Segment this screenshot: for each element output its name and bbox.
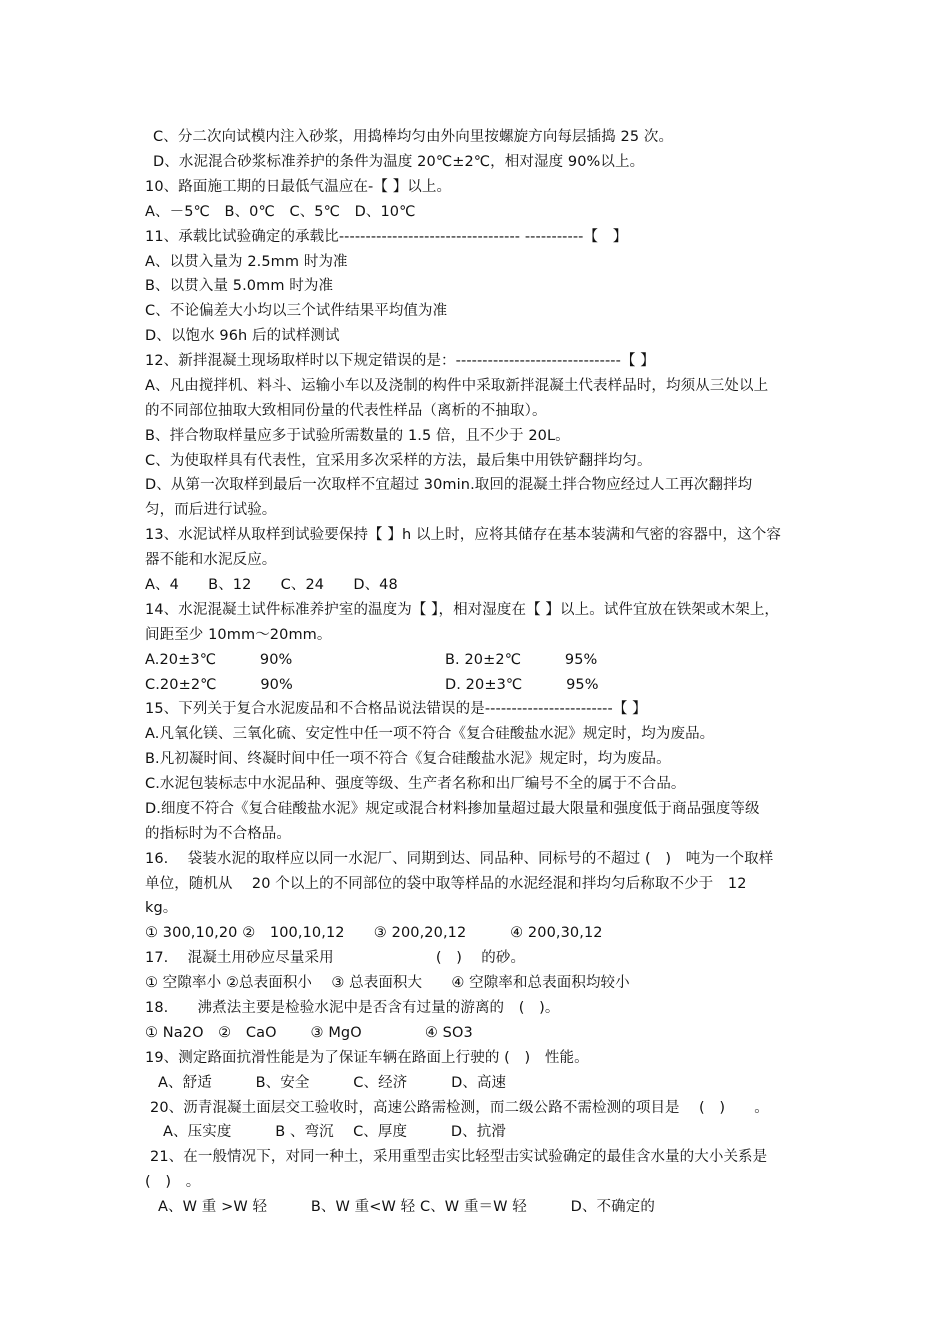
question-21: 21、在一般情况下，对同一种土，采用重型击实比轻型击实试验确定的最佳含水量的大小关系是 — [150, 1149, 768, 1165]
question-16-unit: kg。 — [145, 900, 178, 916]
question-16: 16. 袋装水泥的取样应以同一水泥厂、同期到达、同品种、同标号的不超过 ( ) 吨为一个取样 — [145, 851, 774, 867]
option-11c: C、不论偏差大小均以三个试件结果平均值为准 — [145, 303, 448, 319]
options-19: A、舒适 B、安全 C、经济 D、高速 — [158, 1075, 507, 1091]
question-10: 10、路面施工期的日最低气温应在-【 】以上。 — [145, 179, 452, 195]
options-17: ① 空隙率小 ②总表面积小 ③ 总表面积大 ④ 空隙率和总表面积均较小 — [145, 975, 630, 991]
option-14a: A.20±3℃ 90% — [145, 652, 293, 668]
options-18: ① Na2O ② CaO ③ MgO ④ SO3 — [145, 1025, 473, 1041]
question-21-cont: ( ) 。 — [145, 1174, 201, 1190]
question-13: 13、水泥试样从取样到试验要保持【 】h 以上时，应将其储存在基本装满和气密的容器中，这个容 — [145, 527, 781, 543]
option-12b: B、拌合物取样量应多于试验所需数量的 1.5 倍，且不少于 20L。 — [145, 428, 570, 444]
text-line: C、分二次向试模内注入砂浆，用捣棒均匀由外向里按螺旋方向每层插捣 25 次。 — [153, 129, 674, 145]
options-14-row1 — [145, 650, 598, 670]
option-12c: C、为使取样具有代表性，宜采用多次采样的方法，最后集中用铁铲翻拌均匀。 — [145, 453, 652, 469]
question-19: 19、测定路面抗滑性能是为了保证车辆在路面上行驶的 ( ) 性能。 — [145, 1050, 589, 1066]
question-15: 15、下列关于复合水泥废品和不合格品说法错误的是------------------------【 】 — [145, 701, 647, 717]
option-11a: A、以贯入量为 2.5mm 时为准 — [145, 254, 348, 270]
question-14-cont: 间距至少 10mm～20mm。 — [145, 627, 332, 643]
option-15a: A.凡氧化镁、三氧化硫、安定性中任一项不符合《复合硅酸盐水泥》规定时，均为废品。 — [145, 726, 715, 742]
option-11b: B、以贯入量 5.0mm 时为准 — [145, 278, 334, 294]
question-11: 11、承载比试验确定的承载比---------------------------------- -----------【 】 — [145, 229, 628, 245]
option-14d: D. 20±3℃ 95% — [445, 677, 599, 693]
option-15d-cont: 的指标时为不合格品。 — [145, 826, 291, 842]
option-15b: B.凡初凝时间、终凝时间中任一项不符合《复合硅酸盐水泥》规定时，均为废品。 — [145, 751, 671, 767]
options-13: A、4 B、12 C、24 D、48 — [145, 577, 398, 593]
option-12d: D、从第一次取样到最后一次取样不宜超过 30min.取回的混凝土拌合物应经过人工再次翻拌均 — [145, 477, 753, 493]
question-20: 20、沥青混凝土面层交工验收时，高速公路需检测，而二级公路不需检测的项目是 ( ) 。 — [150, 1100, 769, 1116]
options-10: A、－5℃ B、0℃ C、5℃ D、10℃ — [145, 204, 416, 220]
question-18: 18. 沸煮法主要是检验水泥中是否含有过量的游离的 ( )。 — [145, 1000, 560, 1016]
option-14b: B. 20±2℃ 95% — [445, 652, 598, 668]
options-14-row2 — [145, 675, 599, 695]
option-15c: C.水泥包装标志中水泥品种、强度等级、生产者名称和出厂编号不全的属于不合品。 — [145, 776, 686, 792]
question-17: 17. 混凝土用砂应尽量采用 ( ) 的砂。 — [145, 950, 526, 966]
question-16-cont: 单位，随机从 20 个以上的不同部位的袋中取等样品的水泥经混和拌均匀后称取不少于 12 — [145, 876, 747, 892]
options-21: A、W 重 >W 轻 B、W 重<W 轻 C、W 重＝W 轻 D、不确定的 — [158, 1199, 655, 1215]
option-12d-cont: 匀，而后进行试验。 — [145, 502, 277, 518]
options-16: ① 300,10,20 ② 100,10,12 ③ 200,20,12 ④ 200,30,12 — [145, 925, 603, 941]
question-14: 14、水泥混凝土试件标准养护室的温度为【 】，相对湿度在【 】以上。试件宜放在铁架或木架上， — [145, 602, 780, 618]
option-12a: A、凡由搅拌机、料斗、运输小车以及浇制的构件中采取新拌混凝土代表样品时，均须从三处以上 — [145, 378, 769, 394]
option-11d: D、以饱水 96h 后的试样测试 — [145, 328, 340, 344]
options-20: A、压实度 B 、弯沉 C、厚度 D、抗滑 — [163, 1124, 506, 1140]
question-12: 12、新拌混凝土现场取样时以下规定错误的是：-------------------------------【 】 — [145, 353, 655, 369]
text-line: D、水泥混合砂浆标准养护的条件为温度 20℃±2℃，相对湿度 90%以上。 — [153, 154, 645, 170]
option-12a-cont: 的不同部位抽取大致相同份量的代表性样品（离析的不抽取）。 — [145, 403, 547, 419]
option-14c: C.20±2℃ 90% — [145, 677, 293, 693]
question-13-cont: 器不能和水泥反应。 — [145, 552, 277, 568]
option-15d: D.细度不符合《复合硅酸盐水泥》规定或混合材料掺加量超过最大限量和强度低于商品强度等级 — [145, 801, 760, 817]
